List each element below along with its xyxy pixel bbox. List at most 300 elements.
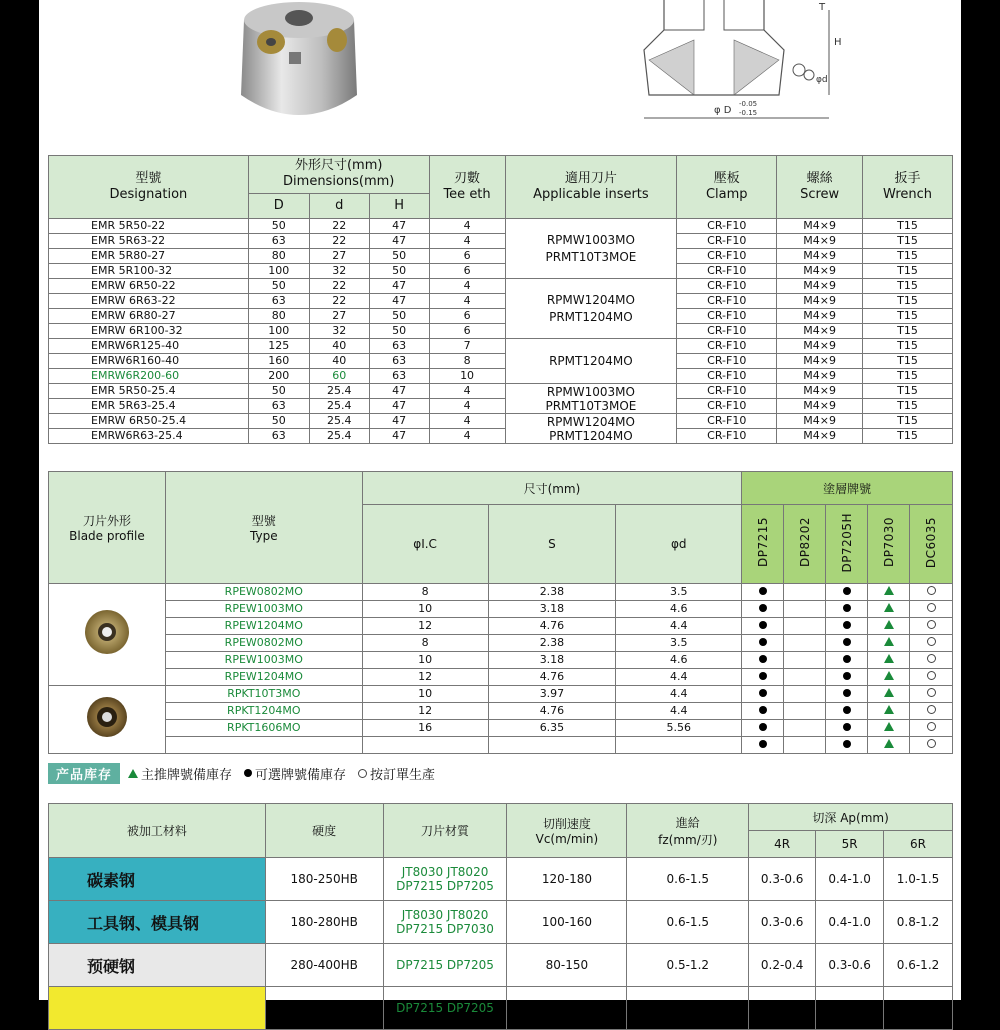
grade-dot-icon [843,655,851,663]
wrench-cell: T15 [863,414,953,429]
table-row [49,264,953,279]
screw-cell: M4×9 [777,279,863,294]
wrench-cell: T15 [863,369,953,384]
header-screw: 螺絲 Screw [777,156,863,219]
header-D: D [248,193,309,218]
legend-item: 按訂單生產 [358,764,435,783]
grade-triangle-icon [884,620,894,629]
legend-tag: 产品库存 [48,763,120,784]
milling-cutter-photo [229,0,369,130]
dim-H-cell: 50 [369,249,429,264]
depth-5r-cell: 0.3-0.6 [816,944,884,987]
grade-circle-icon [927,654,936,663]
dim-d-cell: 25.4 [309,429,369,444]
material-cell: 预硬钢 [49,944,266,987]
screw-cell: M4×9 [777,399,863,414]
grade-cell [826,618,868,635]
grade-circle-icon [927,671,936,680]
feed-cell: 0.6-1.5 [627,901,749,944]
type-cell: RPEW1204MO [165,618,362,635]
legend-dot-icon [244,769,252,777]
cutting-parameters-table [48,803,953,1030]
hardness-cell: 280-400HB [265,944,383,987]
designation-cell: EMRW6R200-60 [49,369,249,384]
grade-dot-icon [759,638,767,646]
header-grade: DP7030 [868,505,910,584]
grade-dot-icon [759,706,767,714]
dim-H-cell: 50 [369,264,429,279]
table-row [49,901,953,944]
type-cell: RPKT10T3MO [165,686,362,703]
grade-cell [868,584,910,601]
header-inserts: 適用刀片 Applicable inserts [505,156,677,219]
wrench-cell: T15 [863,384,953,399]
s-cell: 3.97 [488,686,616,703]
grade-circle-icon [927,637,936,646]
screw-cell: M4×9 [777,219,863,234]
tol-lower: -0.15 [739,109,758,117]
grade-circle-icon [927,603,936,612]
insert-group-cell: RPMW1003MO PRMT10T3MOE [505,384,677,414]
teeth-cell: 4 [429,384,505,399]
grade-cell [784,737,826,754]
header-phi-d: φd [616,505,742,584]
dim-H-cell: 50 [369,324,429,339]
clamp-cell: CR-F10 [677,324,777,339]
grade-cell [784,703,826,720]
screw-cell: M4×9 [777,414,863,429]
header-insert-material: 刀片材質 [383,804,507,858]
grade-dot-icon [843,587,851,595]
screw-cell: M4×9 [777,429,863,444]
grade-cell [868,601,910,618]
dim-H-cell: 47 [369,294,429,309]
designation-cell: EMRW 6R100-32 [49,324,249,339]
grade-cell [784,652,826,669]
speed-cell: 100-160 [507,901,627,944]
grade-triangle-icon [884,654,894,663]
legend-item: 可選牌號備庫存 [244,764,346,783]
s-cell: 6.35 [488,720,616,737]
clamp-cell: CR-F10 [677,279,777,294]
teeth-cell: 4 [429,414,505,429]
ic-cell: 12 [362,669,488,686]
s-cell: 4.76 [488,669,616,686]
grade-cell [784,669,826,686]
grade-triangle-icon [884,722,894,731]
table-row [49,601,953,618]
dim-d-cell: 27 [309,249,369,264]
teeth-cell: 4 [429,294,505,309]
phi-d-cell: 4.6 [616,652,742,669]
screw-cell: M4×9 [777,384,863,399]
dim-d-cell: 27 [309,309,369,324]
depth-4r-cell: 0.2-0.4 [749,944,816,987]
grade-circle-icon [927,688,936,697]
insert-group-cell: RPMW1003MO PRMT10T3MOE [505,219,677,279]
grade-dot-icon [843,604,851,612]
grade-cell [868,686,910,703]
dim-D-cell: 160 [248,354,309,369]
insert-material-cell: JT8030 JT8020 DP7215 DP7205 [383,858,507,901]
screw-cell: M4×9 [777,294,863,309]
ic-cell: 16 [362,720,488,737]
grade-dot-icon [843,689,851,697]
table-row [49,686,953,703]
grade-cell [910,652,953,669]
type-cell: RPEW0802MO [165,584,362,601]
insert-group-cell: RPMW1204MO PRMT1204MO [505,414,677,444]
grade-cell [742,720,784,737]
wrench-cell: T15 [863,429,953,444]
grade-cell [910,635,953,652]
depth-6r-cell: 0.6-1.2 [884,944,953,987]
speed-cell: 80-150 [507,944,627,987]
teeth-cell: 6 [429,249,505,264]
dim-H-cell: 50 [369,309,429,324]
grade-cell [784,720,826,737]
teeth-cell: 6 [429,324,505,339]
header-4r: 4R [749,831,816,858]
grade-cell [868,737,910,754]
dim-D-cell: 80 [248,309,309,324]
table-row [49,219,953,234]
table-row [49,737,953,754]
feed-cell: 0.6-1.5 [627,858,749,901]
grade-cell [826,737,868,754]
insert-spec-table [48,471,953,754]
table-row [49,369,953,384]
phi-d-cell [616,737,742,754]
designation-cell: EMR 5R100-32 [49,264,249,279]
table-row [49,703,953,720]
grade-cell [742,618,784,635]
clamp-cell: CR-F10 [677,354,777,369]
grade-dot-icon [759,655,767,663]
dim-D-cell: 63 [248,294,309,309]
s-cell: 3.18 [488,652,616,669]
header-speed: 切削速度 Vc(m/min) [507,804,627,858]
grade-cell [742,652,784,669]
header-designation: 型號 Designation [49,156,249,219]
dim-d-cell: 40 [309,354,369,369]
table-row [49,249,953,264]
dim-D-cell: 50 [248,414,309,429]
header-grade: DC6035 [910,505,953,584]
s-cell [488,737,616,754]
depth-4r-cell [749,987,816,1030]
hardness-cell [265,987,383,1030]
grade-cell [784,686,826,703]
grade-cell [868,703,910,720]
grade-cell [826,652,868,669]
grade-cell [910,703,953,720]
depth-4r-cell: 0.3-0.6 [749,858,816,901]
grade-dot-icon [843,723,851,731]
phi-d-cell: 5.56 [616,720,742,737]
grade-cell [826,601,868,618]
grade-circle-icon [927,705,936,714]
phi-d-cell: 4.4 [616,686,742,703]
grade-cell [910,737,953,754]
depth-5r-cell: 0.4-1.0 [816,901,884,944]
grade-dot-icon [759,740,767,748]
feed-cell: 0.5-1.2 [627,944,749,987]
dim-D-cell: 50 [248,384,309,399]
table-row [49,652,953,669]
wrench-cell: T15 [863,219,953,234]
dim-d-cell: 25.4 [309,414,369,429]
grade-cell [826,703,868,720]
screw-cell: M4×9 [777,249,863,264]
dim-D-cell: 50 [248,279,309,294]
dim-d-cell: 60 [309,369,369,384]
depth-6r-cell: 0.8-1.2 [884,901,953,944]
header-5r: 5R [816,831,884,858]
grade-cell [868,618,910,635]
type-cell: RPEW0802MO [165,635,362,652]
dim-H-cell: 47 [369,219,429,234]
header-d: d [309,193,369,218]
grade-triangle-icon [884,637,894,646]
ic-cell: 12 [362,618,488,635]
grade-triangle-icon [884,586,894,595]
grade-dot-icon [843,672,851,680]
table-row [49,399,953,414]
dim-H-cell: 63 [369,354,429,369]
s-cell: 4.76 [488,703,616,720]
header-6r: 6R [884,831,953,858]
grade-circle-icon [927,620,936,629]
grade-cell [826,720,868,737]
grade-cell [784,635,826,652]
round-insert-icon [77,602,137,662]
screw-cell: M4×9 [777,234,863,249]
depth-6r-cell [884,987,953,1030]
dim-D-cell: 63 [248,399,309,414]
designation-cell: EMR 5R50-25.4 [49,384,249,399]
clamp-cell: CR-F10 [677,219,777,234]
table-row [49,944,953,987]
speed-cell [507,987,627,1030]
grade-triangle-icon [884,671,894,680]
table-row [49,858,953,901]
phi-d-cell: 4.6 [616,601,742,618]
header-wrench: 扳手 Wrench [863,156,953,219]
ic-cell: 10 [362,686,488,703]
header-feed: 進給 fz(mm/刃) [627,804,749,858]
designation-cell: EMRW 6R50-22 [49,279,249,294]
insert-material-cell: DP7215 DP7205 [383,944,507,987]
dim-H-cell: 47 [369,399,429,414]
grade-cell [910,601,953,618]
material-cell [49,987,266,1030]
grade-dot-icon [759,723,767,731]
header-ic: φI.C [362,505,488,584]
cutter-spec-table [48,155,953,444]
insert-material-cell: DP7215 DP7205 [383,987,507,1030]
table-row [49,309,953,324]
ic-cell: 8 [362,635,488,652]
type-cell [165,737,362,754]
grade-dot-icon [843,706,851,714]
insert-material-cell: JT8030 JT8020 DP7215 DP7030 [383,901,507,944]
grade-dot-icon [759,672,767,680]
clamp-cell: CR-F10 [677,369,777,384]
designation-cell: EMRW 6R63-22 [49,294,249,309]
d-label: φd [816,75,828,85]
table-row [49,354,953,369]
material-cell: 工具钢、模具钢 [49,901,266,944]
screw-cell: M4×9 [777,369,863,384]
grade-dot-icon [759,621,767,629]
clamp-cell: CR-F10 [677,294,777,309]
ic-cell [362,737,488,754]
tol-upper: -0.05 [739,100,758,108]
dim-d-cell: 32 [309,264,369,279]
dim-H-cell: 47 [369,279,429,294]
wrench-cell: T15 [863,279,953,294]
dia-label: φ D [714,105,732,116]
designation-cell: EMR 5R63-25.4 [49,399,249,414]
speed-cell: 120-180 [507,858,627,901]
header-clamp: 壓板 Clamp [677,156,777,219]
clamp-cell: CR-F10 [677,264,777,279]
dim-d-cell: 22 [309,219,369,234]
grade-cell [910,618,953,635]
header-grade: DP8202 [784,505,826,584]
clamp-cell: CR-F10 [677,249,777,264]
t-label: T [819,2,826,13]
clamp-cell: CR-F10 [677,414,777,429]
table-row [49,294,953,309]
dim-H-cell: 63 [369,369,429,384]
teeth-cell: 6 [429,264,505,279]
teeth-cell: 10 [429,369,505,384]
grade-cell [784,584,826,601]
grade-dot-icon [843,621,851,629]
dim-D-cell: 100 [248,324,309,339]
s-cell: 2.38 [488,635,616,652]
dim-H-cell: 63 [369,339,429,354]
table-row [49,324,953,339]
grade-cell [868,652,910,669]
dim-D-cell: 63 [248,234,309,249]
grade-cell [742,703,784,720]
designation-cell: EMRW 6R80-27 [49,309,249,324]
dim-d-cell: 22 [309,294,369,309]
ic-cell: 10 [362,652,488,669]
dim-d-cell: 22 [309,234,369,249]
designation-cell: EMRW6R160-40 [49,354,249,369]
depth-5r-cell: 0.4-1.0 [816,858,884,901]
legend-triangle-icon [128,769,138,778]
teeth-cell: 6 [429,309,505,324]
header-coating: 塗層牌號 [742,472,953,505]
table-row [49,429,953,444]
table-row [49,279,953,294]
clamp-cell: CR-F10 [677,429,777,444]
header-size: 尺寸(mm) [362,472,741,505]
grade-cell [826,686,868,703]
grade-cell [910,584,953,601]
clamp-cell: CR-F10 [677,384,777,399]
s-cell: 2.38 [488,584,616,601]
grade-dot-icon [843,638,851,646]
dim-D-cell: 100 [248,264,309,279]
phi-d-cell: 4.4 [616,618,742,635]
screw-cell: M4×9 [777,324,863,339]
type-cell: RPKT1606MO [165,720,362,737]
phi-d-cell: 3.5 [616,635,742,652]
teeth-cell: 4 [429,429,505,444]
catalog-page [39,0,961,1015]
hardness-cell: 180-280HB [265,901,383,944]
table-row [49,234,953,249]
grade-cell [742,669,784,686]
grade-cell [826,584,868,601]
designation-cell: EMR 5R63-22 [49,234,249,249]
dim-d-cell: 25.4 [309,384,369,399]
designation-cell: EMRW 6R50-25.4 [49,414,249,429]
dim-H-cell: 47 [369,384,429,399]
type-cell: RPEW1003MO [165,601,362,618]
clamp-cell: CR-F10 [677,309,777,324]
grade-cell [826,635,868,652]
grade-cell [910,720,953,737]
cutter-section-drawing [594,0,844,130]
s-cell: 3.18 [488,601,616,618]
table-row [49,635,953,652]
table-row [49,384,953,399]
dim-d-cell: 40 [309,339,369,354]
grade-cell [742,635,784,652]
grade-triangle-icon [884,603,894,612]
grade-circle-icon [927,722,936,731]
wrench-cell: T15 [863,234,953,249]
depth-4r-cell: 0.3-0.6 [749,901,816,944]
ic-cell: 8 [362,584,488,601]
header-type: 型號 Type [165,472,362,584]
phi-d-cell: 4.4 [616,703,742,720]
dim-H-cell: 47 [369,429,429,444]
wrench-cell: T15 [863,354,953,369]
table-row [49,987,953,1030]
dim-D-cell: 125 [248,339,309,354]
table-row [49,720,953,737]
teeth-cell: 7 [429,339,505,354]
teeth-cell: 4 [429,234,505,249]
wrench-cell: T15 [863,324,953,339]
grade-cell [784,601,826,618]
grade-circle-icon [927,586,936,595]
header-grade: DP7205H [826,505,868,584]
grade-triangle-icon [884,705,894,714]
grade-triangle-icon [884,688,894,697]
dim-H-cell: 47 [369,414,429,429]
grade-cell [910,669,953,686]
grade-dot-icon [759,587,767,595]
header-teeth: 刃數 Tee eth [429,156,505,219]
header-blade-profile: 刀片外形 Blade profile [49,472,166,584]
table-row [49,339,953,354]
header-hardness: 硬度 [265,804,383,858]
phi-d-cell: 3.5 [616,584,742,601]
header-s: S [488,505,616,584]
designation-cell: EMRW6R63-25.4 [49,429,249,444]
teeth-cell: 8 [429,354,505,369]
grade-cell [910,686,953,703]
